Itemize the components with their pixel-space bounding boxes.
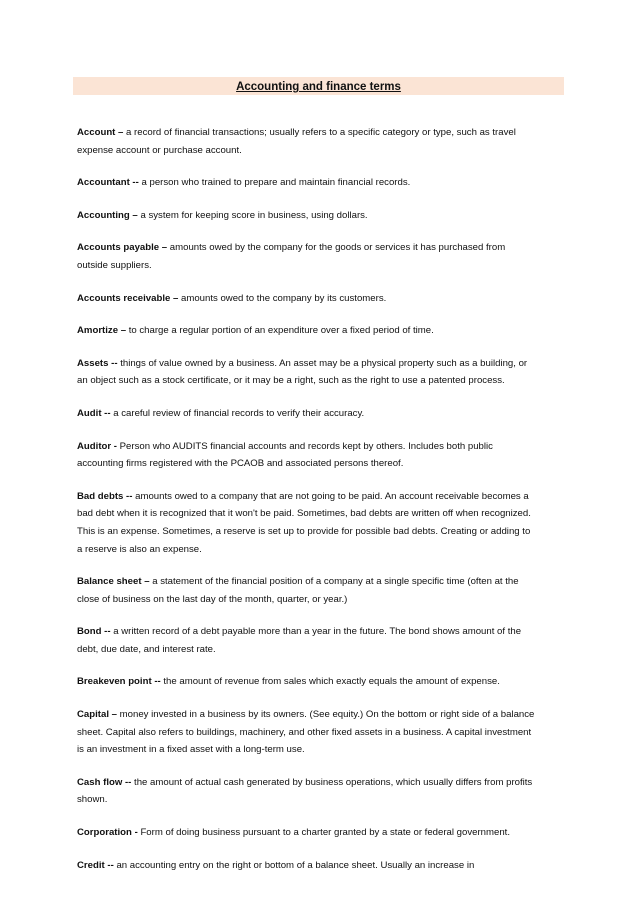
term-name: Accounts receivable	[77, 292, 171, 304]
term-separator: –	[170, 292, 181, 304]
term-entry-accounts-receivable	[77, 290, 537, 308]
term-name: Breakeven point	[77, 676, 152, 688]
term-separator: --	[122, 776, 135, 788]
term-name: Credit	[77, 859, 105, 871]
term-definition: a statement of the financial position of a company at a single specific time (often at the close of business on the last day of the month, quarter, or year.)	[77, 576, 519, 605]
term-definition: amounts owed to a company that are not going to be paid. An account receivable becomes a bad debt when it is recognized that it won't be paid. Sometimes, bad debts are written off when recognized. This is an expense. Sometimes, a reserve is set up to provide for possible bad debts. Creating or adding to a reserve is also an expense.	[77, 490, 531, 555]
term-name: Balance sheet	[77, 576, 142, 588]
term-separator: --	[108, 357, 121, 369]
term-separator: --	[101, 407, 114, 419]
term-name: Audit	[77, 407, 102, 419]
term-entry-balance-sheet	[77, 573, 537, 608]
term-name: Account	[77, 127, 116, 138]
term-separator: -	[111, 440, 120, 452]
term-entry-credit	[77, 857, 537, 875]
term-entry-auditor	[77, 438, 537, 473]
term-name: Accounts payable	[77, 242, 160, 254]
term-separator: --	[151, 676, 164, 688]
term-separator: –	[109, 709, 120, 721]
term-separator: –	[141, 576, 153, 588]
term-definition: a person who trained to prepare and maintain financial records.	[141, 177, 411, 189]
term-separator: --	[129, 177, 142, 189]
term-definition: an accounting entry on the right or bottom of a balance sheet. Usually an increase in	[116, 859, 475, 871]
term-entry-assets	[77, 355, 537, 390]
term-name: Amortize	[77, 325, 119, 337]
term-entry-accounts-payable	[77, 239, 537, 274]
term-definition: a careful review of financial records to verify their accuracy.	[113, 407, 365, 419]
term-separator: –	[118, 325, 129, 337]
term-entry-bond	[77, 623, 537, 658]
term-definition: a written record of a debt payable more than a year in the future. The bond shows amount of the debt, due date, and interest rate.	[77, 626, 522, 655]
term-separator: --	[104, 859, 117, 871]
term-separator: –	[159, 242, 170, 254]
term-name: Cash flow	[77, 776, 123, 788]
term-name: Accountant	[77, 177, 130, 189]
term-entry-corporation	[77, 824, 537, 842]
term-name: Bad debts	[77, 490, 124, 502]
term-entry-breakeven-point	[77, 673, 537, 691]
term-name: Accounting	[77, 209, 130, 221]
term-definition: to charge a regular portion of an expenditure over a fixed period of time.	[128, 325, 434, 337]
term-definition: amounts owed to the company by its customers.	[181, 292, 387, 304]
term-definition: the amount of revenue from sales which exactly equals the amount of expense.	[163, 676, 500, 688]
term-name: Capital	[77, 709, 109, 721]
term-entry-account	[77, 124, 537, 159]
term-definition: money invested in a business by its owners. (See equity.) On the bottom or right side of a balance sheet. Capital also refers to buildings, machinery, and other fixed assets in a business. A capital investment is an investment in a fixed asset with a long-term use.	[77, 709, 535, 756]
term-separator: --	[101, 626, 114, 638]
document-title: Accounting and finance terms	[236, 81, 401, 93]
term-definition: the amount of actual cash generated by business operations, which usually differs from profits shown.	[77, 776, 533, 806]
term-entry-cash-flow	[77, 774, 537, 809]
terms-list	[77, 124, 537, 889]
term-name: Corporation	[77, 827, 132, 839]
term-definition: Person who AUDITS financial accounts and records kept by others. Includes both public accounting firms registered with the PCAOB and associated persons thereof.	[77, 440, 493, 470]
term-separator: -	[131, 827, 141, 839]
term-definition: Form of doing business pursuant to a charter granted by a state or federal government.	[140, 827, 511, 839]
term-entry-bad-debts	[77, 488, 537, 558]
term-name: Bond	[77, 626, 102, 638]
term-entry-capital	[77, 706, 537, 759]
term-definition: a system for keeping score in business, using dollars.	[140, 209, 368, 221]
term-separator: –	[129, 209, 141, 221]
term-entry-audit	[77, 405, 537, 423]
term-separator: --	[123, 490, 136, 502]
term-definition: amounts owed by the company for the goods or services it has purchased from outside suppliers.	[77, 242, 506, 271]
term-definition: a record of financial transactions; usually refers to a specific category or type, such as travel expense account or purchase account.	[77, 127, 516, 156]
term-name: Auditor	[77, 440, 112, 452]
term-definition: things of value owned by a business. An asset may be a physical property such as a building, or an object such as a stock certificate, or it may be a right, such as the right to use a patented process.	[77, 357, 528, 387]
term-name: Assets	[77, 357, 109, 369]
term-entry-accounting	[77, 207, 537, 225]
term-entry-amortize	[77, 322, 537, 340]
term-entry-accountant	[77, 174, 537, 192]
term-separator: –	[115, 127, 127, 138]
title-bar	[73, 77, 564, 95]
